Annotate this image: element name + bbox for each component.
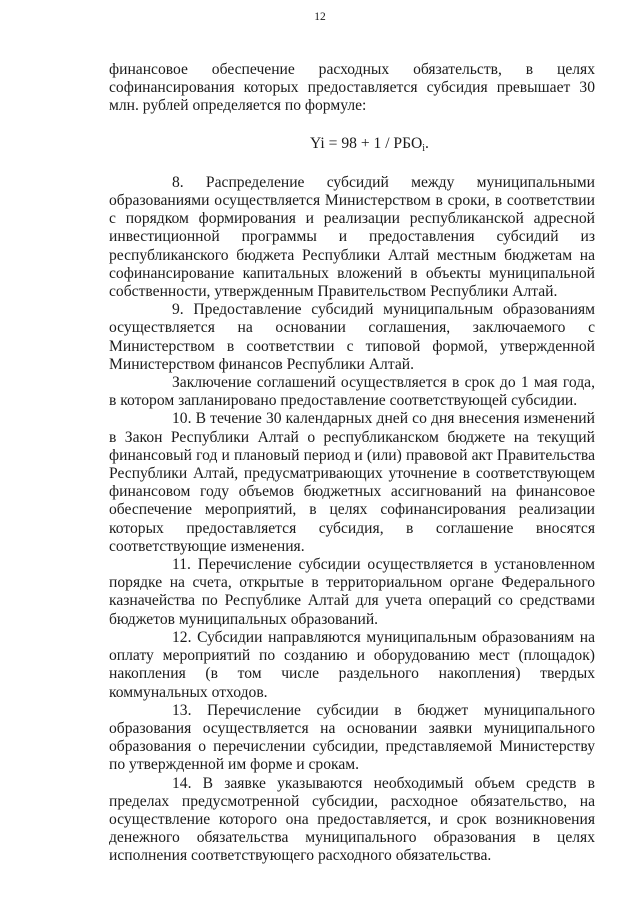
- page-number: 12: [314, 11, 326, 23]
- formula: [109, 135, 595, 153]
- formula-main: Yi = 98 + 1 / РБО: [310, 134, 423, 152]
- paragraph-9-agreement: Заключение соглашений осуществляется в срок до 1 мая года, в котором запланировано предоставление соответствующей субсидии.: [109, 374, 595, 410]
- formula-subscript: i: [422, 142, 425, 154]
- paragraph-10: 10. В течение 30 календарных дней со дня внесения изменений в Закон Республики Алтай о республиканском бюджете на текущий финансовый год и плановый период и (или) правовой акт Правительства Республики Алтай, предусматривающих уточнение в соответствующем финансовом году объемов бюджетных ассигнований на финансовое обеспечение мероприятий, в целях софинансирования реализации которых предоставляется субсидия, в соглашение вносятся соответствующие изменения.: [109, 410, 595, 555]
- paragraph-14: 14. В заявке указываются необходимый объем средств в пределах предусмотренной субсидии, расходное обязательство, на осуществление которого она предоставляется, и срок возникновения денежного обязательства муниципального образования в целях исполнения соответствующего расходного обязательства.: [109, 774, 595, 865]
- formula-end: .: [425, 134, 429, 152]
- paragraph-12: 12. Субсидии направляются муниципальным образованиям на оплату мероприятий по созданию и оборудованию мест (площадок) накопления (в том числе раздельного накопления) твердых коммунальных отходов.: [109, 628, 595, 701]
- paragraph-11: 11. Перечисление субсидии осуществляется в установленном порядке на счета, открытые в территориальном органе Федерального казначейства по Республике Алтай для учета операций со средствами бюджетов муниципальных образований.: [109, 556, 595, 628]
- paragraph-intro: финансовое обеспечение расходных обязательств, в целях софинансирования которых предоставляется субсидия превышает 30 млн. рублей определяется по формуле:: [109, 61, 595, 115]
- paragraph-8: 8. Распределение субсидий между муниципальными образованиями осуществляется Министерством в сроки, в соответствии с порядком формирования и реализации республиканской адресной инвестиционной программы и предоставления субсидий из республиканского бюджета Республики Алтай местным бюджетам на софинансирование капитальных вложений в объекты муниципальной собственности, утвержденным Правительством Республики Алтай.: [109, 173, 595, 301]
- document-body: [109, 61, 595, 866]
- paragraph-13: 13. Перечисление субсидии в бюджет муниципального образования осуществляется на основании заявки муниципального образования о перечислении субсидии, представляемой Министерству по утвержденной им форме и срокам.: [109, 701, 595, 774]
- paragraph-9: 9. Предоставление субсидий муниципальным образованиям осуществляется на основании соглашения, заключаемого с Министерством в соответствии с типовой формой, утвержденной Министерством финансов Республики Алтай.: [109, 301, 595, 373]
